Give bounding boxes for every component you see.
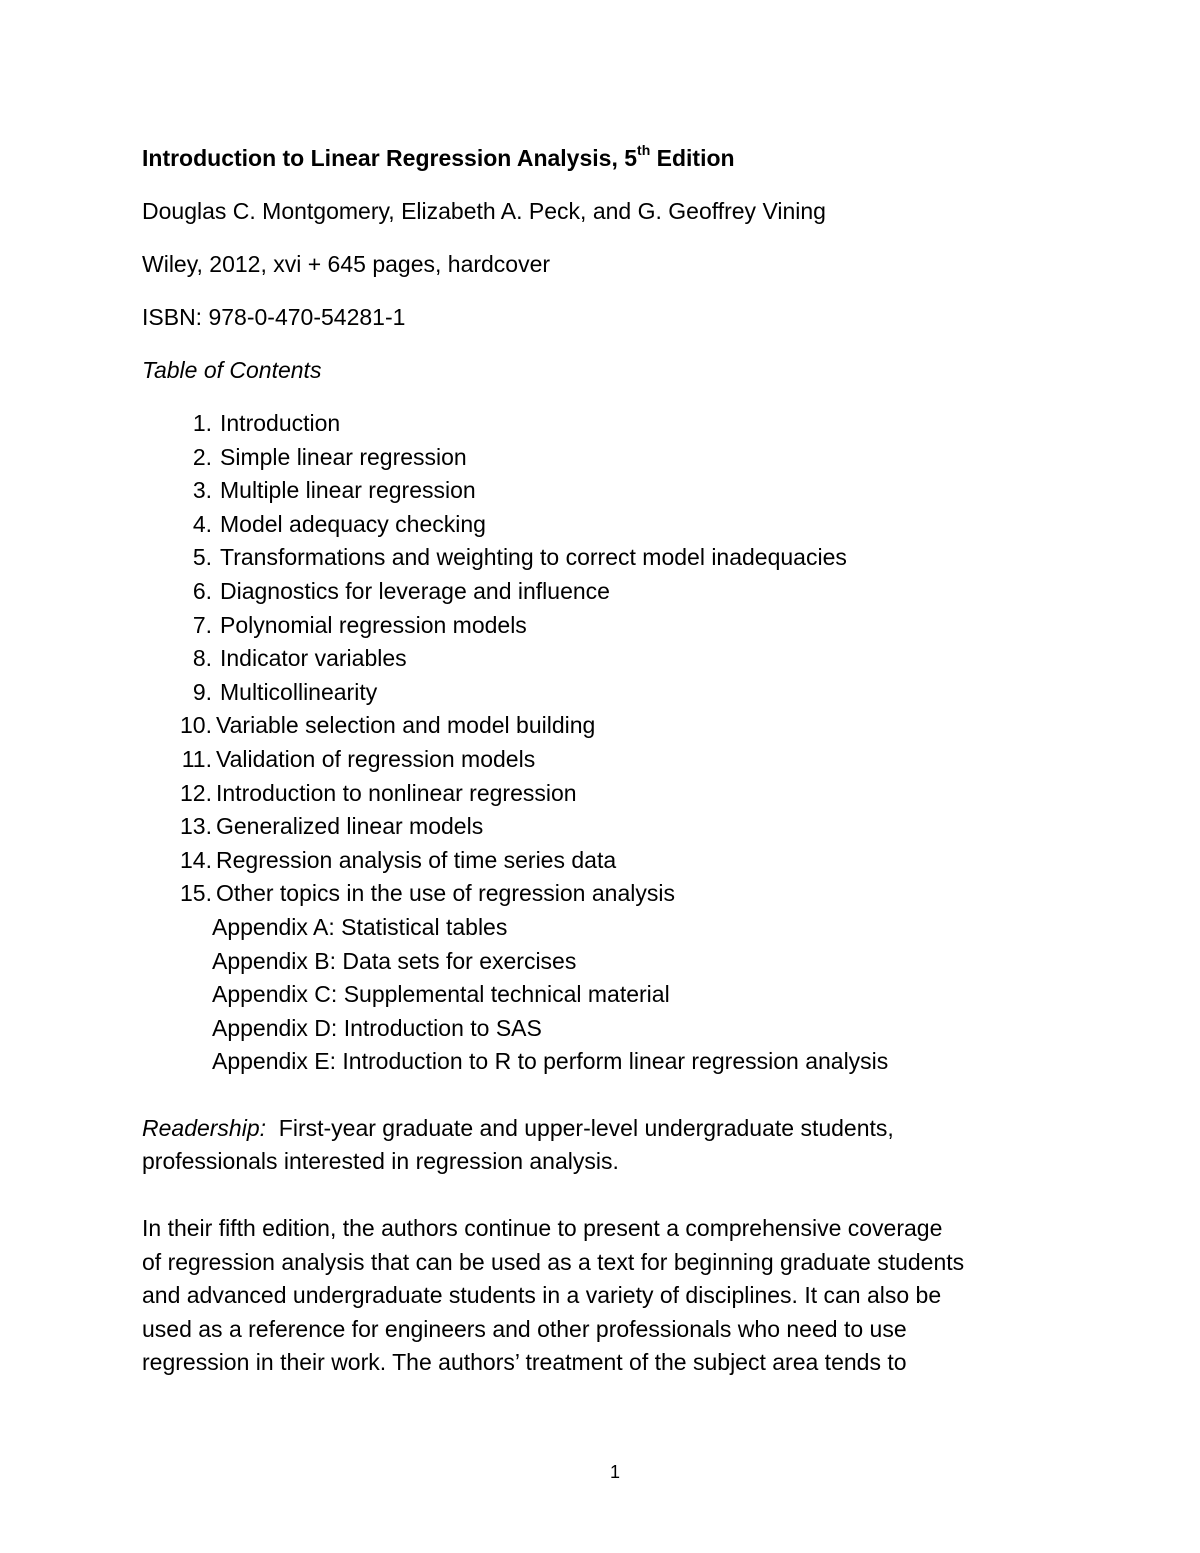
toc-number: 8. — [192, 645, 212, 672]
review-body — [142, 1212, 1062, 1380]
toc-item — [142, 844, 1062, 878]
toc-title: Validation of regression models — [216, 745, 536, 772]
page-content — [142, 142, 1062, 1380]
toc-number: 4. — [192, 510, 212, 537]
toc-number: 9. — [192, 678, 212, 705]
toc-number: 5. — [192, 544, 212, 571]
book-title — [142, 142, 1062, 176]
toc-item — [142, 407, 1062, 441]
toc-item — [142, 743, 1062, 777]
readership-line: professionals interested in regression analysis. — [142, 1148, 619, 1175]
title-superscript: th — [637, 142, 651, 159]
toc-item — [142, 676, 1062, 710]
toc-item — [142, 810, 1062, 844]
body-line: In their fifth edition, the authors continue to present a comprehensive coverage — [142, 1215, 943, 1242]
table-of-contents — [142, 407, 1062, 1079]
readership-label: Readership: — [142, 1114, 267, 1141]
toc-title: Introduction to nonlinear regression — [216, 779, 577, 806]
toc-title: Simple linear regression — [220, 443, 467, 470]
toc-title: Indicator variables — [220, 645, 407, 672]
body-line: used as a reference for engineers and other professionals who need to use — [142, 1315, 907, 1342]
title-main: Introduction to Linear Regression Analysis, 5 — [142, 145, 638, 171]
appendix-item — [142, 911, 1062, 945]
toc-item — [142, 508, 1062, 542]
toc-title: Other topics in the use of regression analysis — [216, 880, 675, 907]
appendix-title: Appendix A: Statistical tables — [212, 913, 508, 940]
appendix-title: Appendix C: Supplemental technical material — [212, 981, 670, 1008]
toc-title: Transformations and weighting to correct model inadequacies — [220, 544, 847, 571]
appendix-item — [142, 1045, 1062, 1079]
appendix-title: Appendix B: Data sets for exercises — [212, 947, 577, 974]
toc-item — [142, 642, 1062, 676]
toc-title: Polynomial regression models — [220, 611, 527, 638]
toc-title: Multiple linear regression — [220, 477, 476, 504]
toc-number: 2. — [192, 443, 212, 470]
toc-title: Variable selection and model building — [216, 712, 596, 739]
toc-heading: Table of Contents — [142, 357, 322, 383]
toc-item — [142, 575, 1062, 609]
toc-item — [142, 777, 1062, 811]
appendix-item — [142, 978, 1062, 1012]
toc-number: 11. — [181, 745, 212, 772]
toc-title: Generalized linear models — [216, 813, 484, 840]
toc-number: 6. — [192, 577, 212, 604]
toc-item — [142, 609, 1062, 643]
body-line: of regression analysis that can be used as a text for beginning graduate students — [142, 1248, 965, 1275]
toc-number: 14. — [180, 846, 212, 873]
readership-text: First-year graduate and upper-level undergraduate students, — [266, 1114, 894, 1141]
toc-number: 3. — [192, 477, 212, 504]
appendix-item — [142, 1012, 1062, 1046]
toc-item — [142, 474, 1062, 508]
readership-paragraph — [142, 1112, 1062, 1179]
page-number: 1 — [609, 1462, 620, 1482]
body-line: and advanced undergraduate students in a variety of disciplines. It can also be — [142, 1282, 942, 1309]
toc-item — [142, 541, 1062, 575]
toc-number: 1. — [192, 410, 212, 436]
publisher-info: Wiley, 2012, xvi + 645 pages, hardcover — [142, 251, 551, 277]
isbn: ISBN: 978-0-470-54281-1 — [142, 304, 406, 330]
toc-item — [142, 441, 1062, 475]
appendix-item — [142, 945, 1062, 979]
appendix-title: Appendix D: Introduction to SAS — [212, 1014, 542, 1041]
toc-title: Multicollinearity — [220, 678, 378, 705]
toc-number: 7. — [192, 611, 212, 638]
toc-title: Diagnostics for leverage and influence — [220, 577, 610, 604]
toc-number: 13. — [180, 813, 212, 840]
toc-number: 15. — [180, 880, 212, 907]
appendix-title: Appendix E: Introduction to R to perform linear regression analysis — [212, 1048, 889, 1075]
readership-line — [142, 1112, 1062, 1146]
toc-number: 12. — [180, 779, 212, 806]
toc-item — [142, 877, 1062, 911]
toc-item — [142, 709, 1062, 743]
body-line: regression in their work. The authors’ treatment of the subject area tends to — [142, 1349, 907, 1376]
toc-title: Introduction — [220, 410, 341, 436]
toc-title: Regression analysis of time series data — [216, 846, 617, 873]
authors: Douglas C. Montgomery, Elizabeth A. Peck, and G. Geoffrey Vining — [142, 198, 826, 224]
toc-number: 10. — [180, 712, 212, 739]
toc-title: Model adequacy checking — [220, 510, 486, 537]
title-tail: Edition — [650, 145, 735, 171]
